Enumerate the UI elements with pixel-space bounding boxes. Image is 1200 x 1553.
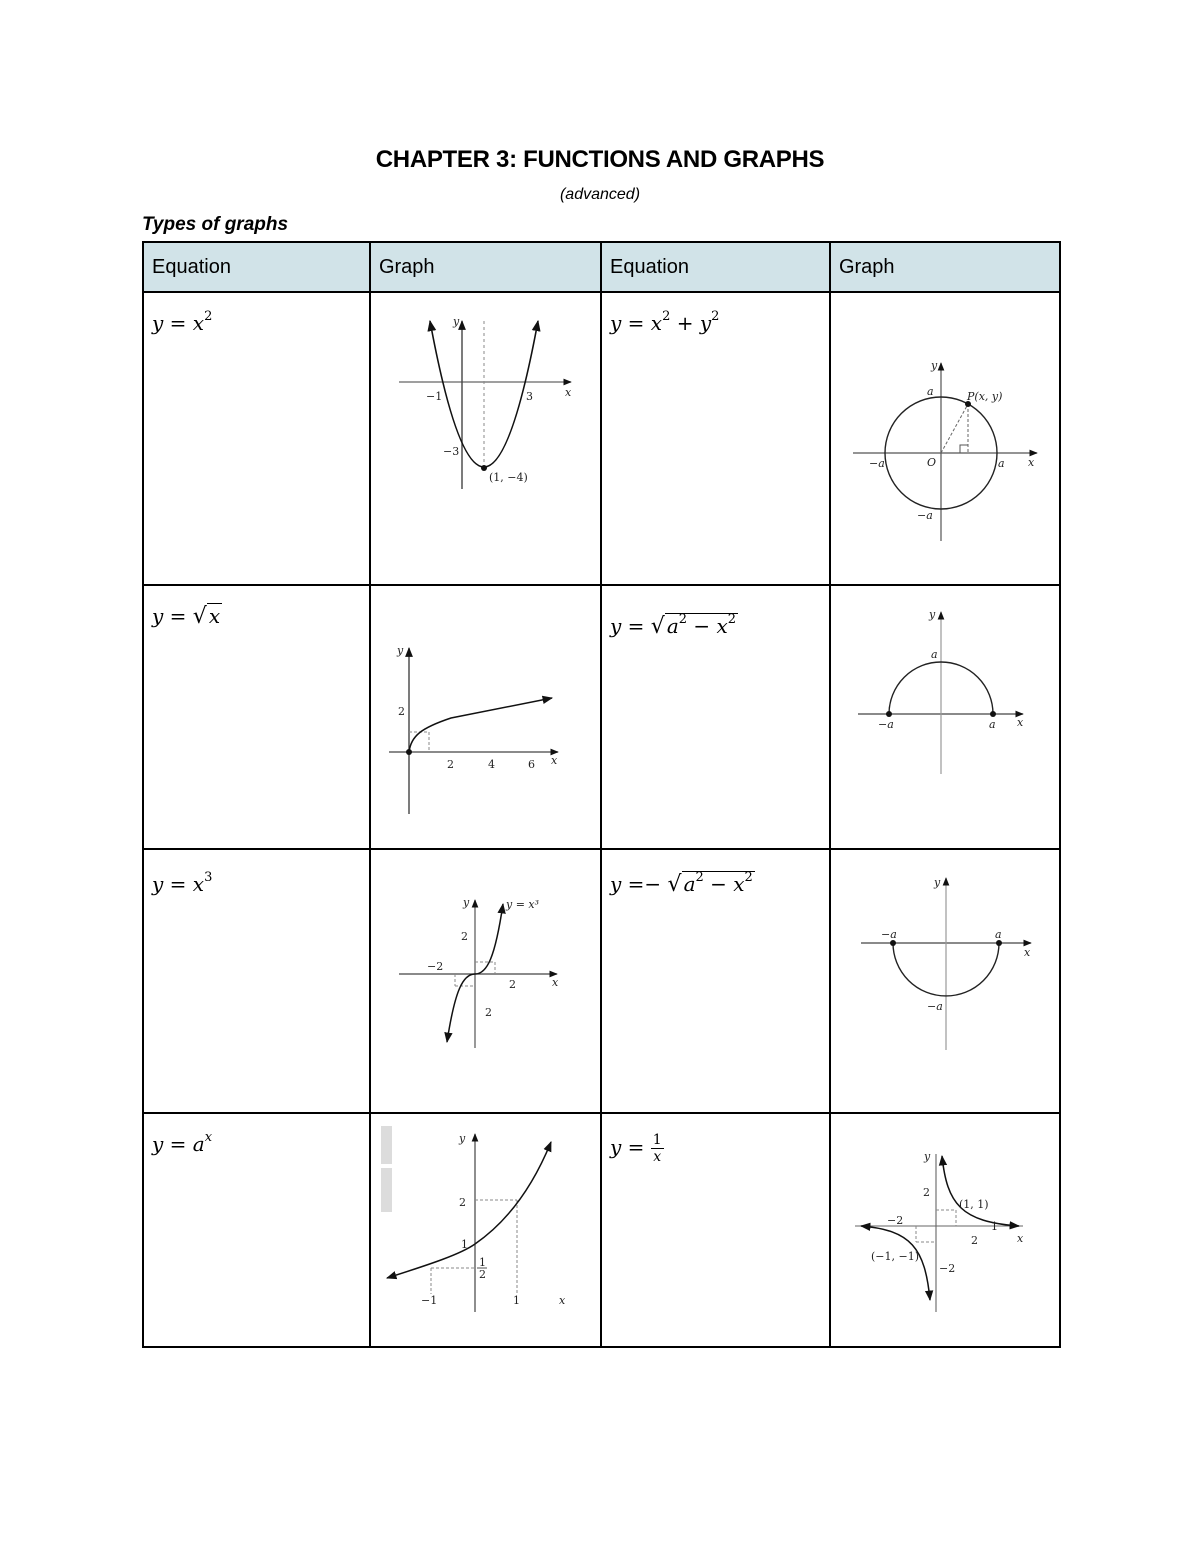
upper-semicircle-graph xyxy=(831,586,1058,848)
equation-cell xyxy=(143,585,370,849)
y-axis-label: y xyxy=(928,608,936,621)
graph-cell xyxy=(370,849,601,1113)
a-label: a xyxy=(994,928,1002,941)
tick-label: 3 xyxy=(525,390,533,403)
y-axis-label: y xyxy=(452,315,460,328)
a-label: a xyxy=(926,385,934,398)
tick-label: 2 xyxy=(460,930,468,943)
page-title: CHAPTER 3: FUNCTIONS AND GRAPHS xyxy=(375,146,825,173)
radius-line xyxy=(941,404,968,453)
column-header-graph: Graph xyxy=(370,242,601,292)
tick-label: 6 xyxy=(527,758,535,771)
circle-graph xyxy=(831,293,1058,583)
tick-label: −2 xyxy=(938,1262,956,1275)
tick-label: 2 xyxy=(508,978,516,991)
neg-a-label: −a xyxy=(880,928,897,941)
graph-cell xyxy=(830,849,1060,1113)
graph-cell xyxy=(830,585,1060,849)
graph-cell xyxy=(370,292,601,585)
x-axis-label: x xyxy=(1027,456,1035,469)
tick-label: −2 xyxy=(886,1214,904,1227)
equation-cell xyxy=(601,585,830,849)
cubic-graph xyxy=(371,850,599,1112)
equation-reciprocal: y = $\frac{1}{x}$ xyxy=(609,1132,662,1165)
table-row xyxy=(143,849,1060,1113)
point-label: P(x, y) xyxy=(966,390,1003,403)
graph-cell xyxy=(830,1113,1060,1347)
section-heading: Types of graphs xyxy=(142,214,289,235)
neg-a-label: −a xyxy=(926,1000,943,1013)
neg-a-label: −a xyxy=(916,509,933,522)
column-header-graph: Graph xyxy=(830,242,1060,292)
equation-cell xyxy=(601,849,830,1113)
equation-cubic: $y = x^3$ xyxy=(152,870,213,896)
equation-exponential: $y = a^x$ xyxy=(152,1130,213,1156)
tick-label: 2 xyxy=(397,705,405,718)
point-label: (−1, −1) xyxy=(870,1250,919,1263)
equation-cell xyxy=(143,292,370,585)
a-label: a xyxy=(997,457,1005,470)
origin-label: O xyxy=(926,456,936,469)
x-axis-label: x xyxy=(550,754,558,767)
equation-cell xyxy=(601,1113,830,1347)
equation-cell xyxy=(143,1113,370,1347)
table-row xyxy=(143,585,1060,849)
vertex-label: (1, −4) xyxy=(488,471,528,484)
exponential-graph xyxy=(371,1114,599,1346)
x-axis-label: x xyxy=(551,976,559,989)
x-axis-label: x xyxy=(558,1294,566,1307)
tick-label: −1 xyxy=(420,1294,438,1307)
parabola-graph xyxy=(371,293,599,583)
right-angle-mark xyxy=(960,445,968,453)
tick-label: −2 xyxy=(426,960,444,973)
endpoint xyxy=(886,711,892,717)
a-label: a xyxy=(988,718,996,731)
y-axis-label: y xyxy=(396,644,404,657)
a-label: a xyxy=(930,648,938,661)
lower-semicircle-graph xyxy=(831,850,1058,1112)
tick-label: −1 xyxy=(425,390,443,403)
vertex-point xyxy=(481,465,487,471)
point-label: (1, 1) xyxy=(958,1198,989,1211)
tick-label: 1 xyxy=(460,1238,468,1251)
sqrt-curve xyxy=(409,698,552,752)
equation-circle: $y = x^2 + y^2$ xyxy=(609,309,720,335)
reciprocal-branch-positive xyxy=(942,1156,1019,1226)
x-axis-label: x xyxy=(1016,716,1024,729)
decorative-bar xyxy=(381,1126,392,1164)
exponential-curve xyxy=(387,1142,551,1278)
tick-label: 1 xyxy=(990,1220,998,1233)
tick-label: 4 xyxy=(487,758,495,771)
curve-label: y = x³ xyxy=(505,898,540,911)
y-axis-label: y xyxy=(458,1132,466,1145)
y-axis-label: y xyxy=(462,896,470,909)
tick-label: 2 xyxy=(458,1196,466,1209)
reciprocal-branch-negative xyxy=(861,1226,930,1300)
neg-a-label: −a xyxy=(868,457,885,470)
equation-upper-semicircle: y = √ $a^2 - x^2$ xyxy=(609,612,737,639)
graph-types-table xyxy=(142,241,1061,1348)
column-header-equation: Equation xyxy=(601,242,830,292)
y-axis-label: y xyxy=(933,876,941,889)
neg-a-label: −a xyxy=(877,718,894,731)
tick-label-half-den: 2 xyxy=(478,1268,486,1281)
tick-label: 2 xyxy=(446,758,454,771)
reciprocal-graph xyxy=(831,1114,1058,1346)
table-row xyxy=(143,292,1060,585)
table-row xyxy=(143,1113,1060,1347)
tick-label: 1 xyxy=(512,1294,520,1307)
graph-cell xyxy=(830,292,1060,585)
y-axis-label: y xyxy=(923,1150,931,1163)
x-axis-label: x xyxy=(1016,1232,1024,1245)
equation-lower-semicircle: y =− √ $a^2 - x^2$ xyxy=(609,870,753,897)
tick-label-half-num: 1 xyxy=(478,1256,486,1269)
x-axis-label: x xyxy=(1023,946,1031,959)
graph-cell xyxy=(370,1113,601,1347)
tick-label: −3 xyxy=(442,445,460,458)
table-header-row xyxy=(143,242,1060,292)
endpoint xyxy=(990,711,996,717)
equation-parabola: $y = x^2$ xyxy=(152,309,213,335)
tick-label: 2 xyxy=(922,1186,930,1199)
page-subtitle: (advanced) xyxy=(559,186,641,203)
decorative-bar xyxy=(381,1168,392,1212)
equation-sqrt: y = √ x xyxy=(152,604,221,629)
origin-point xyxy=(406,749,412,755)
tick-label: 2 xyxy=(484,1006,492,1019)
y-axis-label: y xyxy=(930,359,938,372)
sqrt-graph xyxy=(371,586,599,848)
equation-cell xyxy=(601,292,830,585)
x-axis-label: x xyxy=(564,386,572,399)
equation-cell xyxy=(143,849,370,1113)
graph-cell xyxy=(370,585,601,849)
column-header-equation: Equation xyxy=(143,242,370,292)
tick-label: 2 xyxy=(970,1234,978,1247)
